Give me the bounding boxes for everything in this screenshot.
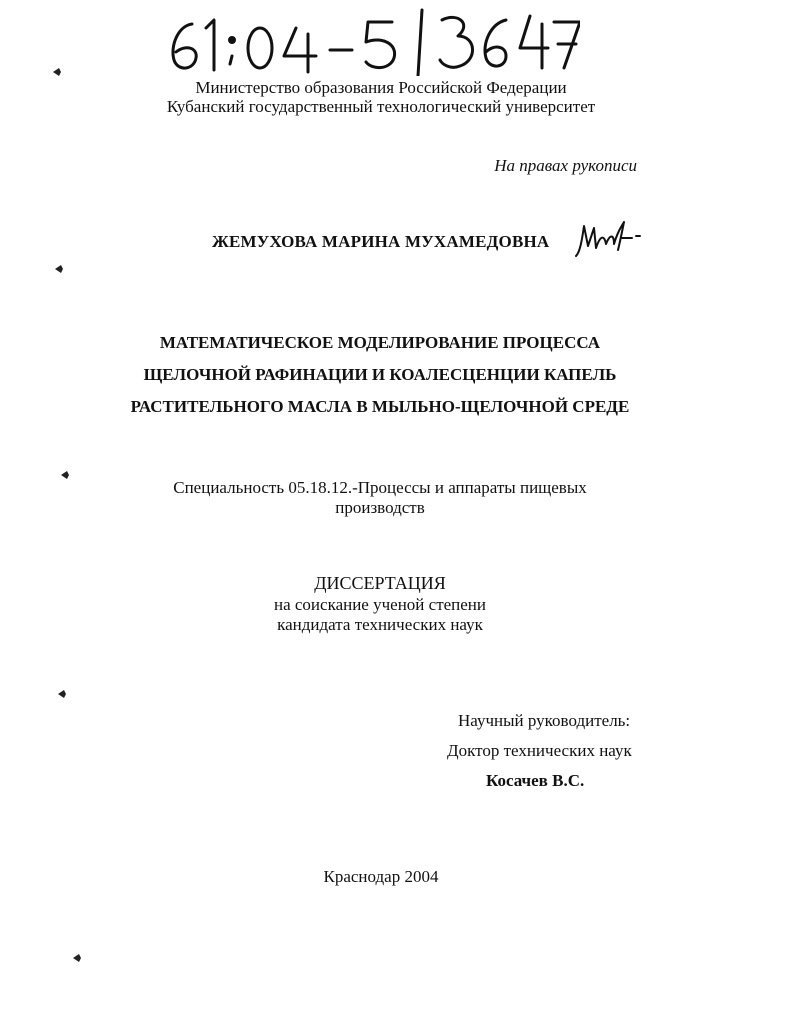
specialty-line: производств: [335, 498, 425, 517]
dissertation-title: [100, 327, 660, 423]
university-name: Кубанский государственный технологический университет: [166, 97, 596, 116]
specialty-line: Специальность 05.18.12.-Процессы и аппараты пищевых: [173, 478, 587, 497]
title-line: МАТЕМАТИЧЕСКОЕ МОДЕЛИРОВАНИЕ ПРОЦЕССА: [159, 333, 601, 352]
manuscript-rights-note: На правах рукописи: [494, 156, 637, 175]
advisor-label: Научный руководитель:: [458, 711, 631, 730]
title-line: ЩЕЛОЧНОЙ РАФИНАЦИИ И КОАЛЕСЦЕНЦИИ КАПЕЛЬ: [143, 365, 617, 384]
author-signature: [568, 216, 648, 260]
city-year: Краснодар 2004: [323, 867, 439, 886]
degree-purpose-line: на соискание ученой степени: [273, 595, 487, 614]
advisor-name: Косачев В.С.: [486, 771, 585, 790]
document-type: ДИССЕРТАЦИЯ: [314, 573, 446, 593]
punch-mark: [54, 261, 64, 271]
author-name: ЖЕМУХОВА МАРИНА МУХАМЕДОВНА: [212, 232, 550, 251]
advisor-degree: Доктор технических наук: [447, 741, 632, 760]
degree-name-line: кандидата технических наук: [277, 615, 483, 634]
punch-mark: [52, 64, 62, 74]
ministry-name: Министерство образования Российской Федерации: [195, 78, 567, 97]
title-line: РАСТИТЕЛЬНОГО МАСЛА В МЫЛЬНО-ЩЕЛОЧНОЙ СРЕДЕ: [130, 397, 630, 416]
specialty-block: [130, 478, 630, 518]
handwritten-archive-number: [160, 6, 580, 76]
punch-mark: [72, 950, 82, 960]
punch-mark: [57, 686, 67, 696]
punch-mark: [60, 467, 70, 477]
